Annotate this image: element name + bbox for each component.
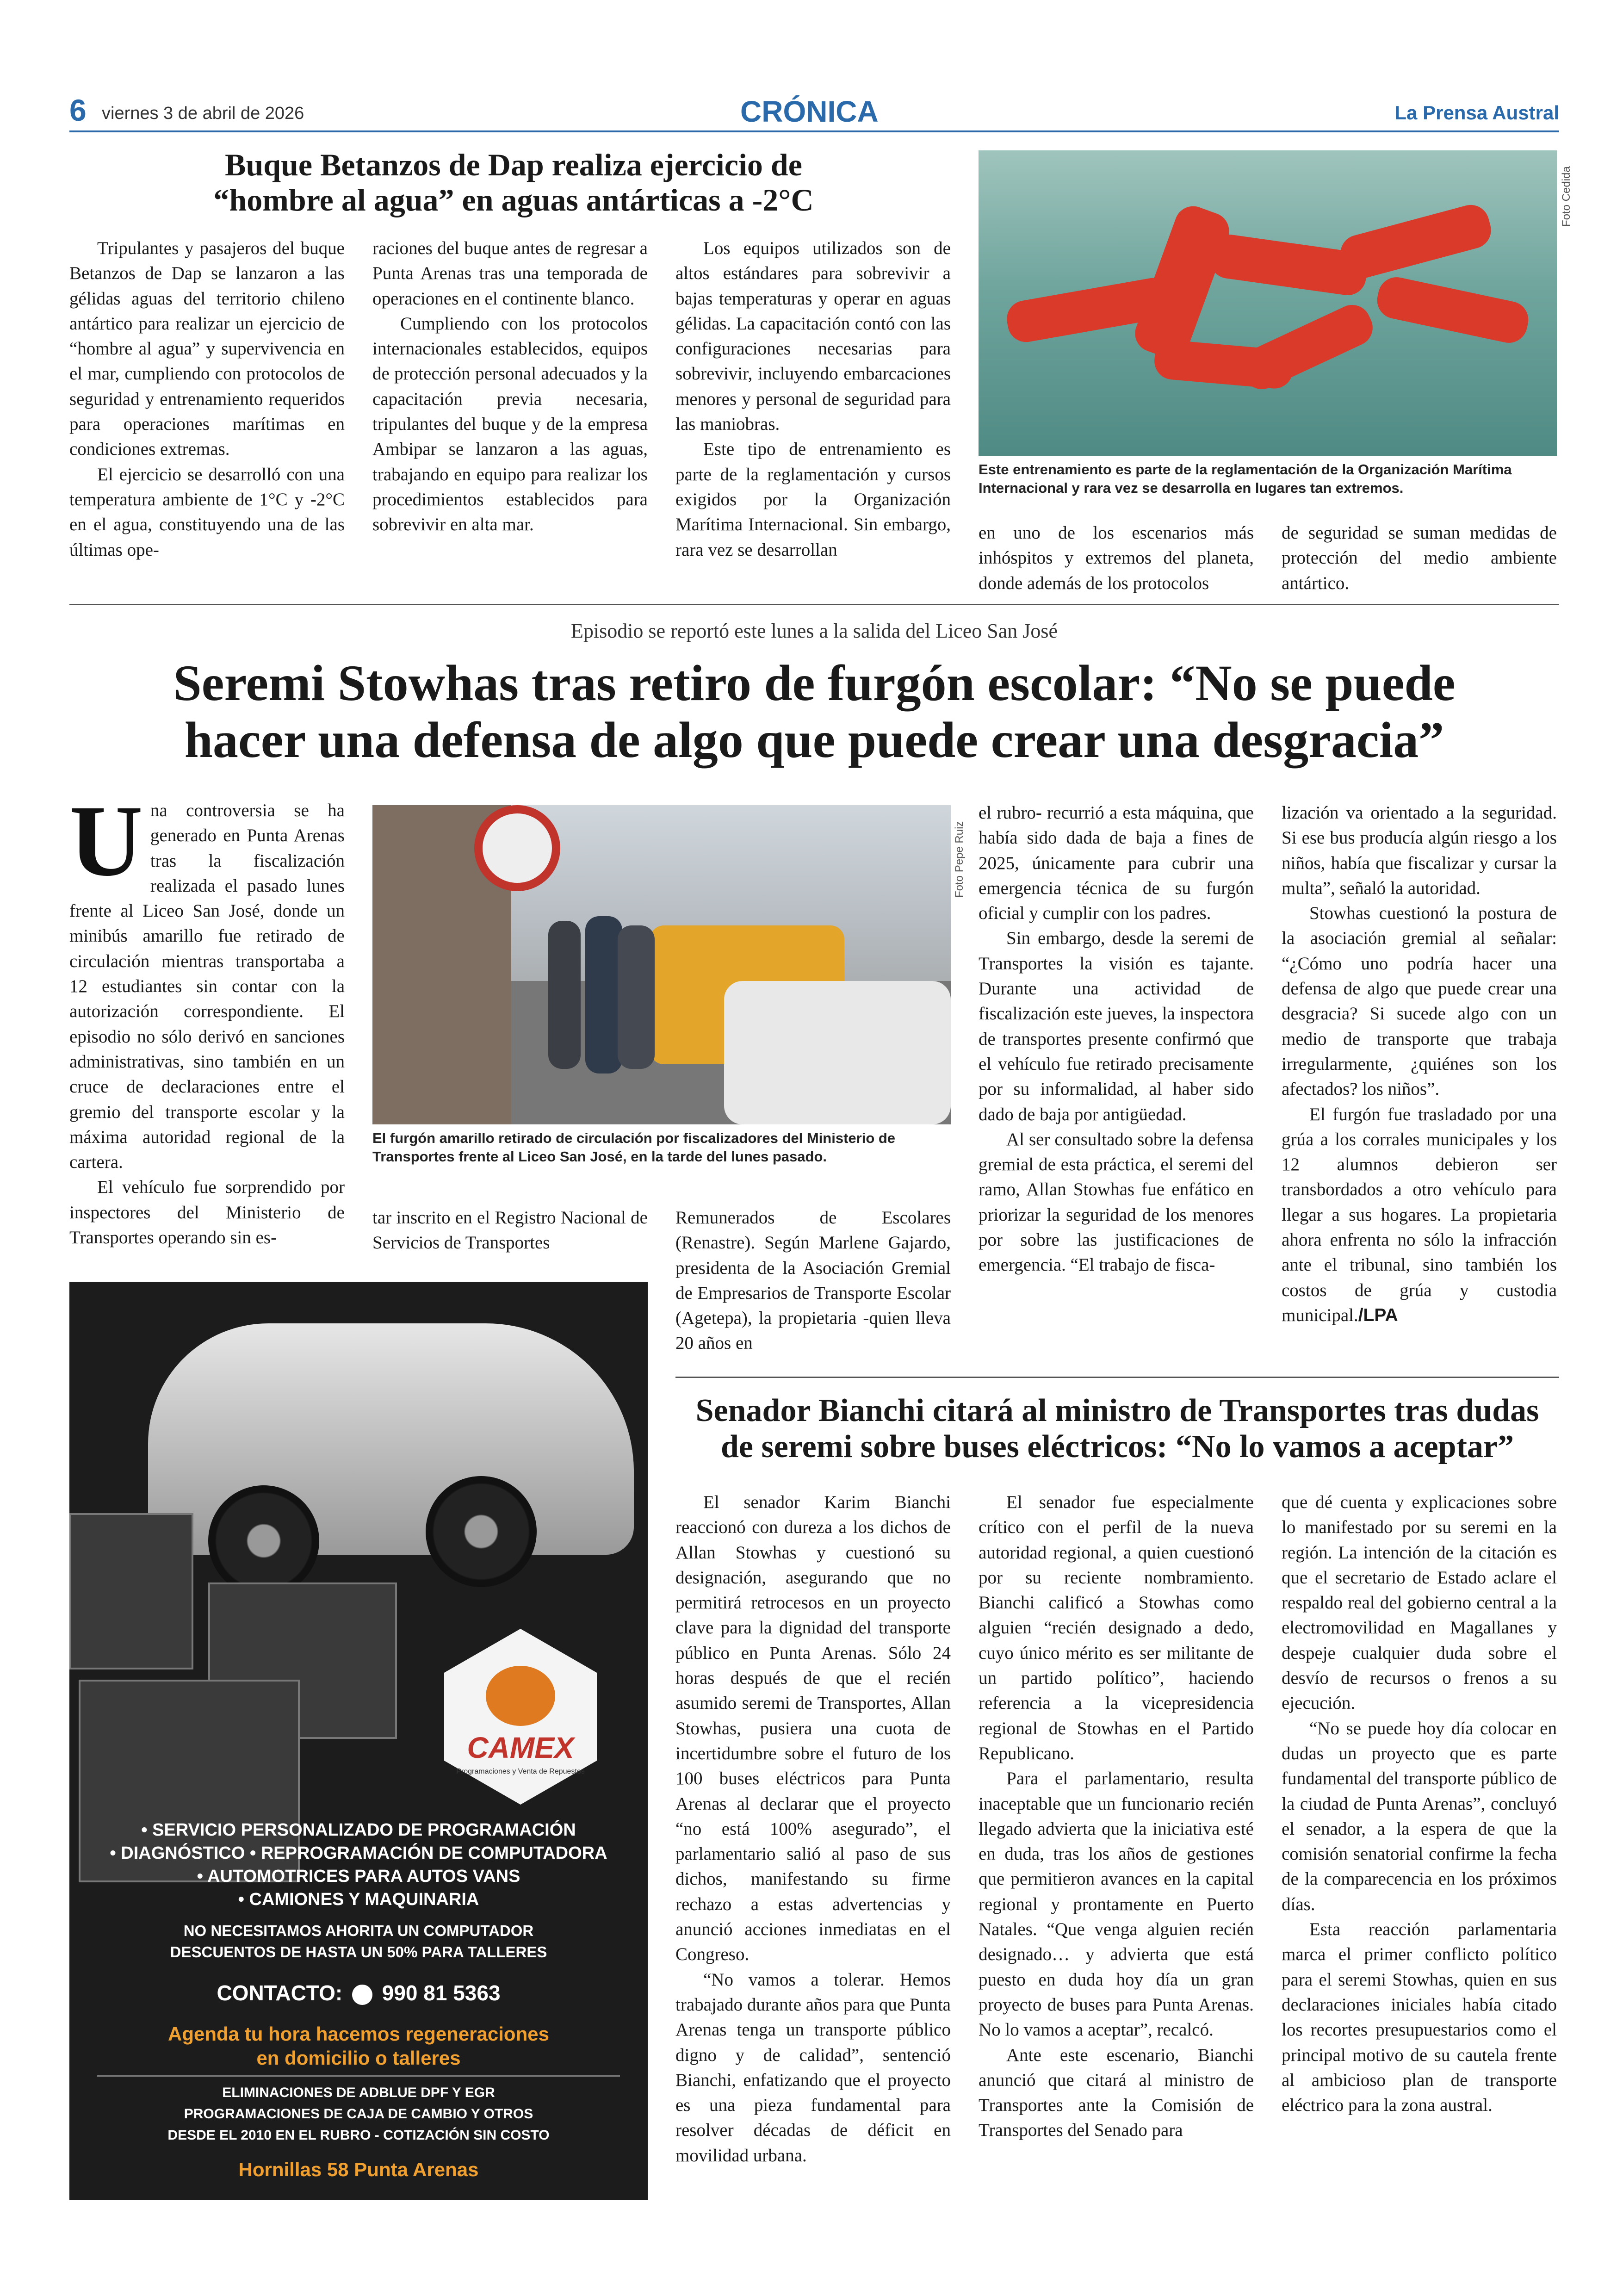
- camex-advertisement: [69, 1282, 648, 2200]
- story3-headline-line2: de seremi sobre buses eléctricos: “No lo vamos a aceptar”: [720, 1429, 1514, 1465]
- story3-paragraph: Ante este escenario, Bianchi anunció que citará al ministro de Transportes ante la Comisión de Transportes del Senado para: [979, 2045, 1254, 2141]
- ad-service-item: • DIAGNÓSTICO • REPROGRAMACIÓN DE COMPUTADORA: [110, 1843, 607, 1863]
- story1-column-5: [1282, 521, 1557, 597]
- story2-headline-line1: Seremi Stowhas tras retiro de furgón escolar: “No se puede: [173, 655, 1456, 711]
- story1-paragraph: raciones del buque antes de regresar a Punta Arenas tras una temporada de operaciones en el continente blanco.: [372, 238, 648, 309]
- story1-paragraph: Cumpliendo con los protocolos internacionales establecidos, equipos de protección personal adecuados y la capacitación previa necesaria, tripulantes del buque y de la empresa Ambipar se lanzaron a las aguas, trabajando en equipo para realizar los procedimientos establecidos para sobrevivir en alta mar.: [372, 313, 648, 535]
- story2-paragraph: el rubro- recurrió a esta máquina, que había sido dada de baja a fines de 2025, únicamente para cubrir una emergencia técnica de su furgón oficial y cumplir con los padres.: [979, 803, 1254, 924]
- story2-paragraph: Remunerados de Escolares (Renastre). Según Marlene Gajardo, presidenta de la Asociación Gremial de Empresarios de Transporte Escolar (Agetepa), la propietaria -quien lleva 20 años en: [675, 1208, 951, 1353]
- story1-headline-line2: “hombre al agua” en aguas antárticas a -2°C: [213, 182, 814, 218]
- white-car: [724, 981, 951, 1124]
- story2-signature: /LPA: [1358, 1305, 1398, 1325]
- story1-paragraph: El ejercicio se desarrolló con una temperatura ambiente de 1°C y -2°C en el agua, constituyendo una de las últimas ope-: [69, 464, 345, 560]
- story2-paragraph: na controversia se ha generado en Punta Arenas tras la fiscalización realizada el pasado lunes frente al Liceo San José, donde un minibús amarillo fue retirado de circulación mientras transportaba a 12 estudiantes sin contar con la autorización correspondiente. El episodio no sólo derivó en sanciones administrativas, sino también en un cruce de declaraciones entre el gremio del transporte escolar y la máxima autoridad regional de la cartera.: [69, 800, 345, 1173]
- story3-headline-line1: Senador Bianchi citará al ministro de Transportes tras dudas: [695, 1393, 1539, 1428]
- story3-paragraph: “No vamos a tolerar. Hemos trabajado durante años para que Punta Arenas tenga un transporte público digno y de calidad”, sentenció Bianchi, enfatizando que el proyecto es una pieza fundamental para resolver décadas de déficit en movilidad urbana.: [675, 1969, 951, 2166]
- ad-agenda-line2: en domicilio o talleres: [256, 2047, 461, 2069]
- story1-headline-line1: Buque Betanzos de Dap realiza ejercicio de: [225, 147, 802, 182]
- story2-paragraph: tar inscrito en el Registro Nacional de Servicios de Transportes: [372, 1208, 648, 1253]
- story2-headline-line2: hacer una defensa de algo que puede crear una desgracia”: [184, 712, 1444, 769]
- story1-column-2: [372, 236, 648, 597]
- story1-paragraph: Tripulantes y pasajeros del buque Betanzos de Dap se lanzaron a las gélidas aguas del territorio chileno antártico para realizar un ejercicio de “hombre al agua” y supervivencia en el mar, cumpliendo con protocolos de seguridad y entrenamiento requeridos para operaciones marítimas en condiciones extremas.: [69, 238, 345, 459]
- story1-column-3: [675, 236, 951, 597]
- story3-paragraph: que dé cuenta y explicaciones sobre lo manifestado por su seremi en la región. La intención de la citación es que el secretario de Estado aclare el respaldo real del gobierno central a la electromovilidad en Magallanes y despeje cualquier duda sobre el desvío de recursos o frenos a su ejecución.: [1282, 1492, 1557, 1713]
- ad-car-wheel: [426, 1476, 537, 1587]
- ad-divider: [97, 2075, 620, 2077]
- ad-discount: DESCUENTOS DE HASTA UN 50% PARA TALLERES: [170, 1943, 547, 1961]
- story3-paragraph: “No se puede hoy día colocar en dudas un proyecto que es parte fundamental del transporte público de la ciudad de Punta Arenas”, concluyó el senador, a la espera de que la comisión senatorial confirme la fecha de la comparecencia en los próximos días.: [1282, 1718, 1557, 1914]
- header-rule: [69, 130, 1559, 132]
- story2-paragraph: Al ser consultado sobre la defensa gremial de esta práctica, el seremi del ramo, Allan Stowhas fue enfático en priorizar la seguridad de los menores por sobre las justificaciones de emergencia. “El trabajo de fisca-: [979, 1129, 1254, 1275]
- camex-brand: CAMEX: [467, 1731, 574, 1764]
- story2-photo-credit: Foto Pepe Ruiz: [953, 821, 966, 898]
- story2-paragraph: El vehículo fue sorprendido por inspectores del Ministerio de Transportes operando sin es-: [69, 1177, 345, 1248]
- section-title: CRÓNICA: [740, 95, 879, 128]
- story1-paragraph: en uno de los escenarios más inhóspitos y extremos del planeta, donde además de los protocolos: [979, 523, 1254, 593]
- whatsapp-icon: [352, 1985, 372, 2005]
- ad-extra-line3: DESDE EL 2010 EN EL RUBRO - COTIZACIÓN SIN COSTO: [167, 2128, 550, 2143]
- story1-paragraph: Los equipos utilizados son de altos estándares para sobrevivir a bajas temperaturas y operar en aguas gélidas. La capacitación contó con las configuraciones necesarias para sobrevivir, incluyendo embarcaciones menores y personal de seguridad para las maniobras.: [675, 238, 951, 434]
- story-divider: [69, 604, 1559, 605]
- inspector-figure: [548, 921, 581, 1069]
- page-number: 6: [69, 93, 87, 127]
- story1-photo-caption: Este entrenamiento es parte de la reglamentación de la Organización Marítima Internacional y rara vez se desarrolla en lugares tan extremos.: [979, 461, 1512, 496]
- ad-photo-inset: [69, 1513, 193, 1669]
- ad-extra-line1: ELIMINACIONES DE ADBLUE DPF Y EGR: [222, 2085, 495, 2100]
- story1-headline: [69, 147, 958, 217]
- story2-photo-caption: El furgón amarillo retirado de circulación por fiscalizadores del Ministerio de Transportes frente al Liceo San José, en la tarde del lunes pasado.: [372, 1130, 896, 1165]
- story2-paragraph: El furgón fue trasladado por una grúa a los corrales municipales y los 12 alumnos debieron ser transbordados a otro vehículo para llegar a sus hogares. La propietaria ahora enfrenta no sólo la infracción ante el tribunal, sino también los costos de grúa y custodia municipal.: [1282, 1104, 1557, 1325]
- survival-suit: [1374, 274, 1532, 347]
- story2-paragraph: Sin embargo, desde la seremi de Transportes la visión es tajante. Durante una actividad de fiscalización este jueves, la inspectora de transportes presente confirmó que el vehículo fue retirado precisamente por su informalidad, al haber sido dado de baja por antigüedad.: [979, 928, 1254, 1124]
- story3-column-1: [675, 1490, 951, 2207]
- no-parking-sign: [474, 805, 560, 891]
- story3-headline: [675, 1393, 1559, 1465]
- ad-service-item: • CAMIONES Y MAQUINARIA: [238, 1890, 479, 1909]
- story3-paragraph: Esta reacción parlamentaria marca el primer conflicto político para el seremi Stowhas, quien en sus declaraciones iniciales había citado los recortes presupuestarios como el principal motivo de su cautela frente al ambicioso plan de transporte eléctrico para la zona austral.: [1282, 1919, 1557, 2116]
- story2-column-3: [675, 1205, 951, 1358]
- story1-paragraph: de seguridad se suman medidas de protección del medio ambiente antártico.: [1282, 523, 1557, 593]
- ad-contact: [69, 1980, 648, 2005]
- story2-paragraph: lización va orientado a la seguridad. Si ese bus producía algún riesgo a los niños, había que fiscalizar y cursar la multa”, señaló la autoridad.: [1282, 803, 1557, 898]
- story2-headline: [69, 655, 1559, 769]
- ad-extra-line2: PROGRAMACIONES DE CAJA DE CAMBIO Y OTROS: [184, 2106, 533, 2122]
- story2-photo: [372, 805, 951, 1124]
- survival-suit: [1336, 201, 1495, 283]
- ad-services-list: [69, 1818, 648, 1911]
- ad-agenda-line1: Agenda tu hora hacemos regeneraciones: [168, 2023, 549, 2045]
- ad-address: Hornillas 58 Punta Arenas: [238, 2159, 479, 2180]
- story2-column-4: [979, 800, 1254, 1360]
- story3-column-2: [979, 1490, 1254, 2207]
- story1-column-4: [979, 521, 1254, 597]
- story2-kicker: Episodio se reportó este lunes a la salida del Liceo San José: [570, 620, 1058, 642]
- page-date: viernes 3 de abril de 2026: [102, 104, 304, 123]
- story2-column-1: [69, 798, 345, 1256]
- ad-contact-phone: 990 81 5363: [382, 1981, 501, 2005]
- story-divider: [675, 1377, 1559, 1378]
- inspector-figure: [585, 916, 622, 1074]
- story3-paragraph: Para el parlamentario, resulta inaceptable que un funcionario recién llegado advierta que la iniciativa esté en duda, tras los años de gestiones que permitieron avances en la capital regional y prontamente en Puerto Natales. “Que venga alguien recién designado… y advierta que está puesto en duda hoy día un gran proyecto de buses para Punta Arenas. No lo vamos a aceptar”, recalcó.: [979, 1769, 1254, 2040]
- camex-tagline: Programaciones y Venta de Repuestos: [456, 1768, 585, 1775]
- ad-no-computer: NO NECESITAMOS AHORITA UN COMPUTADOR: [183, 1922, 534, 1939]
- story1-photo: [979, 150, 1557, 456]
- story2-dropcap: U: [69, 798, 143, 897]
- story2-column-2: [372, 1205, 648, 1259]
- story1-paragraph: Este tipo de entrenamiento es parte de la reglamentación y cursos exigidos por la Organización Marítima Internacional. Sin embargo, rara vez se desarrollan: [675, 439, 951, 560]
- page-header: [69, 93, 1559, 130]
- story3-paragraph: El senador fue especialmente crítico con el perfil de la nueva autoridad regional, a quien cuestionó por su reciente nombramiento. Bianchi calificó a Stowhas como alguien “recién designado a dedo, cuyo único mérito es ser militante de un partido político”, haciendo referencia a la vicepresidencia regional de Stowhas en el Partido Republicano.: [979, 1492, 1254, 1763]
- tiger-icon: [486, 1666, 555, 1726]
- story2-column-5: [1282, 800, 1557, 1360]
- ad-service-item: • SERVICIO PERSONALIZADO DE PROGRAMACIÓN: [141, 1820, 576, 1840]
- story1-column-1: [69, 236, 345, 597]
- story2-paragraph: Stowhas cuestionó la postura de la asociación gremial al señalar: “¿Cómo uno podría hacer una defensa de algo que puede crear una desgracia? Si sucede algo con un medio de transporte que trabaja irregularmente, ¿quiénes son los afectados? los niños”.: [1282, 903, 1557, 1099]
- inspector-figure: [618, 925, 655, 1069]
- ad-service-item: • AUTOMOTRICES PARA AUTOS VANS: [197, 1867, 520, 1886]
- story1-photo-credit: Foto Cedida: [1560, 166, 1573, 227]
- newspaper-name: La Prensa Austral: [1394, 102, 1559, 124]
- story3-paragraph: El senador Karim Bianchi reaccionó con dureza a los dichos de Allan Stowhas y cuestionó su designación, asegurando que no permitirá retrocesos en un proyecto clave para la dignidad del transporte público en Punta Arenas. Sólo 24 horas después de que el recién asumido seremi de Transportes, Allan Stowhas, pusiera una cuota de incertidumbre sobre el futuro de los 100 buses eléctricos para Punta Arenas al declarar que el proyecto “no está 100% asegurado”, el parlamentario salió al paso de sus dichos, manifestando su firme rechazo a estas advertencias y anunció acciones inmediatas en el Congreso.: [675, 1492, 951, 1965]
- ad-contact-label: CONTACTO:: [217, 1981, 343, 2005]
- story3-column-3: [1282, 1490, 1557, 2207]
- ad-car-wheel: [208, 1485, 319, 1596]
